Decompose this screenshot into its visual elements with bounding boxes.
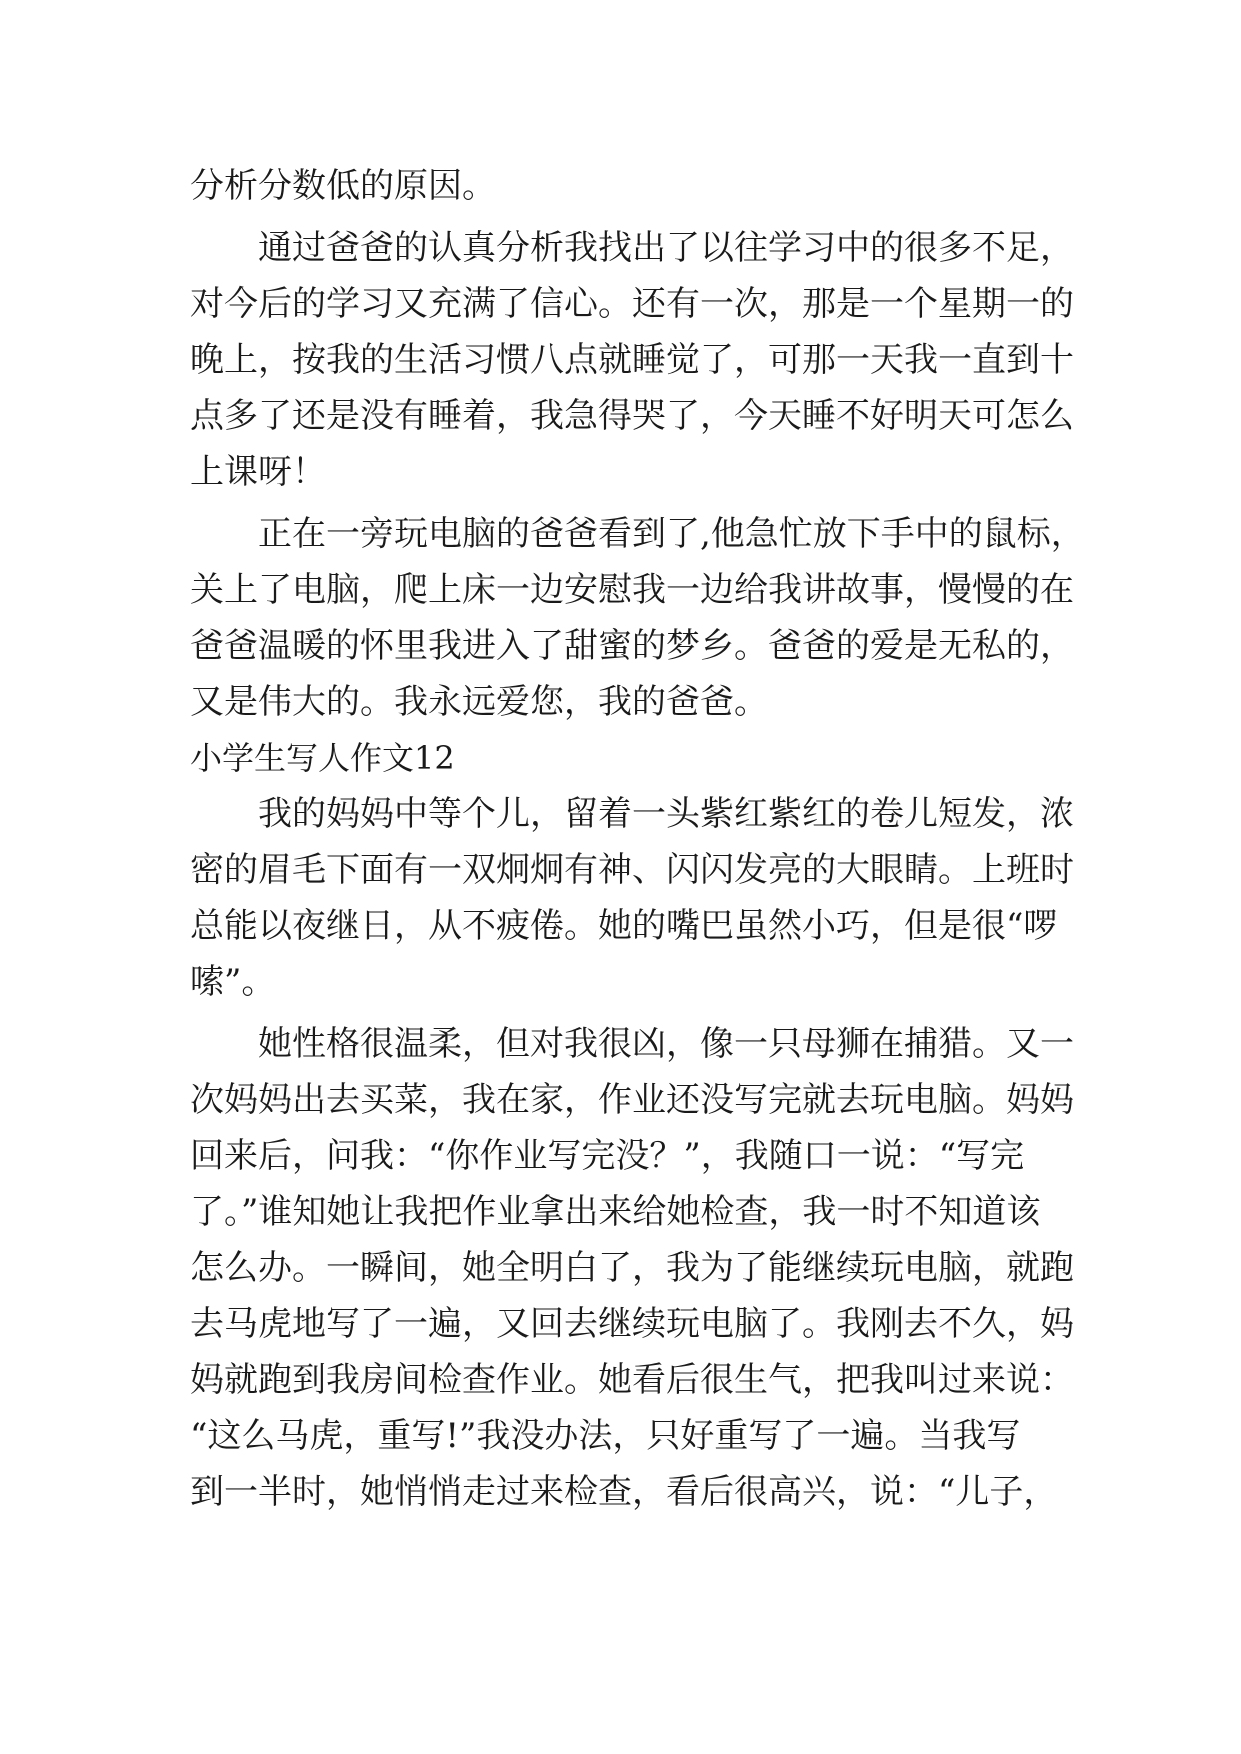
text-line: 怎么办。一瞬间，她全明白了，我为了能继续玩电脑，就跑 xyxy=(190,1248,1074,1288)
document-body xyxy=(190,158,1085,1520)
text-line: 回来后，问我：“你作业写完没？”，我随口一说：“写完 xyxy=(190,1136,1025,1176)
text-line: 又是伟大的。我永远爱您，我的爸爸。 xyxy=(190,682,768,722)
paragraph xyxy=(190,1016,1074,1520)
text-line: 总能以夜继日，从不疲倦。她的嘴巴虽然小巧，但是很“啰 xyxy=(190,906,1058,946)
paragraph xyxy=(190,158,1070,214)
text-line: 通过爸爸的认真分析我找出了以往学习中的很多不足， xyxy=(258,228,1074,268)
text-line: 了。”谁知她让我把作业拿出来给她检查，我一时不知道该 xyxy=(190,1192,1041,1232)
text-line: 点多了还是没有睡着，我急得哭了，今天睡不好明天可怎么 xyxy=(190,396,1074,436)
text-line: “这么马虎，重写!”我没办法，只好重写了一遍。当我写 xyxy=(190,1416,1021,1456)
heading-text: 小学生写人作文12 xyxy=(190,739,455,777)
text-line: 嗦”。 xyxy=(190,962,276,1002)
text-line: 关上了电脑，爬上床一边安慰我一边给我讲故事，慢慢的在 xyxy=(190,570,1074,610)
paragraph xyxy=(190,506,1085,730)
text-line: 对今后的学习又充满了信心。还有一次，那是一个星期一的 xyxy=(190,284,1074,324)
text-line: 爸爸温暖的怀里我进入了甜蜜的梦乡。爸爸的爱是无私的， xyxy=(190,626,1074,666)
text-line: 去马虎地写了一遍，又回去继续玩电脑了。我刚去不久，妈 xyxy=(190,1304,1074,1344)
text-line: 她性格很温柔，但对我很凶，像一只母狮在捕猎。又一 xyxy=(258,1024,1074,1064)
text-line: 到一半时，她悄悄走过来检查，看后很高兴，说：“儿子， xyxy=(190,1472,1058,1512)
text-line: 密的眉毛下面有一双炯炯有神、闪闪发亮的大眼睛。上班时 xyxy=(190,850,1074,890)
text-line: 妈就跑到我房间检查作业。她看后很生气，把我叫过来说： xyxy=(190,1360,1074,1400)
text-line: 晚上，按我的生活习惯八点就睡觉了，可那一天我一直到十 xyxy=(190,340,1074,380)
text-line: 分析分数低的原因。 xyxy=(190,166,496,206)
text-line: 我的妈妈中等个儿，留着一头紫红紫红的卷儿短发，浓 xyxy=(258,794,1074,834)
paragraph xyxy=(190,220,1074,500)
text-line: 次妈妈出去买菜，我在家，作业还没写完就去玩电脑。妈妈 xyxy=(190,1080,1074,1120)
text-line: 上课呀！ xyxy=(190,452,326,492)
paragraph xyxy=(190,786,1074,1010)
text-line: 正在一旁玩电脑的爸爸看到了,他急忙放下手中的鼠标， xyxy=(258,514,1085,554)
section-heading xyxy=(190,730,1070,786)
